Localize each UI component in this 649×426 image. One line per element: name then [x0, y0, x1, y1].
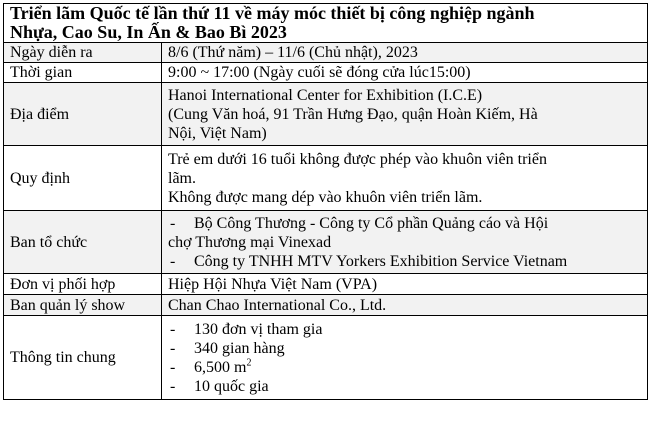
title-line-1: Triển lãm Quốc tế lần thứ 11 về máy móc thiết bị công nghiệp ngành: [10, 3, 535, 23]
general-item-3-sup: 2: [246, 357, 252, 369]
label-general: Thông tin chung: [4, 316, 162, 400]
table-title: [4, 4, 648, 43]
label-show-manager: Ban quản lý show: [4, 295, 162, 316]
rules-line-1: Trẻ em dưới 16 tuổi không được phép vào khuôn viên triển: [168, 150, 547, 168]
general-item-1-text: 130 đơn vị tham gia: [194, 320, 323, 338]
organizer-item-1: [168, 214, 647, 252]
row-venue: [4, 83, 648, 146]
value-date: 8/6 (Thứ năm) – 11/6 (Chủ nhật), 2023: [162, 43, 648, 63]
general-item-3: [168, 358, 647, 377]
row-time: [4, 63, 648, 83]
value-time: 9:00 ~ 17:00 (Ngày cuối sẽ đóng cửa lúc15:00): [162, 63, 648, 83]
label-venue: Địa điểm: [4, 83, 162, 146]
label-date: Ngày diễn ra: [4, 43, 162, 63]
bullet-dash: -: [170, 358, 176, 376]
value-show-manager: Chan Chao International Co., Ltd.: [162, 295, 648, 316]
row-organizer: [4, 211, 648, 274]
bullet-dash: -: [170, 252, 176, 270]
value-rules: [162, 146, 648, 211]
value-organizer: [162, 211, 648, 274]
row-partner: [4, 274, 648, 295]
general-item-2-text: 340 gian hàng: [194, 339, 285, 357]
row-date: [4, 43, 648, 63]
label-partner: Đơn vị phối hợp: [4, 274, 162, 295]
label-organizer: Ban tổ chức: [4, 211, 162, 274]
general-item-3-text: 6,500 m: [194, 358, 247, 376]
organizer-item-1-line-2: chợ Thương mại Vinexad: [168, 233, 332, 251]
row-rules: [4, 146, 648, 211]
bullet-dash: -: [170, 214, 176, 232]
general-item-4: [168, 377, 647, 396]
label-time: Thời gian: [4, 63, 162, 83]
bullet-dash: -: [170, 320, 176, 338]
organizer-item-1-line-1: Bộ Công Thương - Công ty Cổ phần Quảng cáo và Hội: [194, 214, 549, 232]
title-row: [4, 4, 648, 43]
value-partner: Hiệp Hội Nhựa Việt Nam (VPA): [162, 274, 648, 295]
bullet-dash: -: [170, 339, 176, 357]
title-line-2: Nhựa, Cao Su, In Ấn & Bao Bì 2023: [10, 22, 287, 42]
row-general: [4, 316, 648, 400]
label-rules: Quy định: [4, 146, 162, 211]
organizer-item-2-text: Công ty TNHH MTV Yorkers Exhibition Service Vietnam: [194, 252, 568, 270]
organizer-item-2: [168, 252, 647, 271]
general-item-1: [168, 320, 647, 339]
venue-line-3: Nội, Việt Nam): [168, 124, 267, 142]
general-item-2: [168, 339, 647, 358]
venue-line-2: (Cung Văn hoá, 91 Trần Hưng Đạo, quận Hoàn Kiếm, Hà: [168, 105, 538, 123]
venue-line-1: Hanoi International Center for Exhibition (I.C.E): [168, 86, 483, 104]
row-show-manager: [4, 295, 648, 316]
rules-line-3: Không được mang dép vào khuôn viên triển lãm.: [168, 188, 483, 206]
value-venue: [162, 83, 648, 146]
general-item-4-text: 10 quốc gia: [194, 377, 269, 395]
rules-line-2: lãm.: [168, 169, 196, 187]
exhibition-info-table: [3, 3, 648, 400]
value-general: [162, 316, 648, 400]
bullet-dash: -: [170, 377, 176, 395]
